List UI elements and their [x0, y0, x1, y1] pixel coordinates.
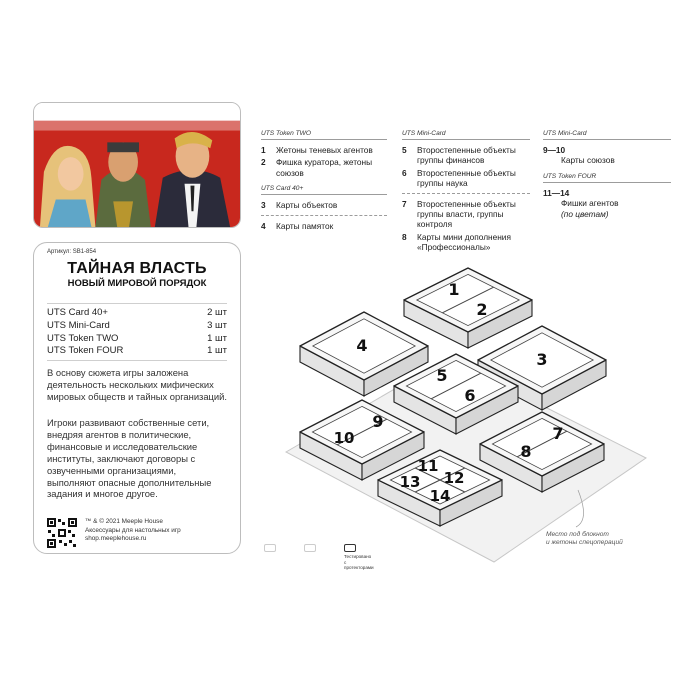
list-item: [402, 145, 530, 166]
list-item: [543, 145, 671, 166]
list-item: [261, 221, 387, 231]
contents-qty: 1 шт: [207, 345, 227, 357]
contents-name: UTS Token TWO: [47, 332, 119, 344]
sku-label: Артикул: SB1-854: [47, 249, 97, 255]
footer: [47, 518, 181, 548]
product-info-card: [33, 242, 241, 554]
protector-icon: [344, 544, 356, 552]
column-header: UTS Token FOUR: [543, 173, 671, 183]
contents-name: UTS Mini-Card: [47, 319, 110, 331]
item-text: Карты союзов: [561, 155, 615, 166]
list-item: [402, 168, 530, 189]
compartment-label: 11: [417, 457, 439, 475]
item-number: 7: [402, 198, 407, 209]
compartment-label: 2: [476, 300, 488, 319]
list-item: [261, 200, 387, 210]
compartment-label: 6: [464, 386, 476, 405]
contents-qty: 1 шт: [207, 332, 227, 344]
legend: [264, 544, 374, 571]
list-item: [402, 232, 530, 253]
compartment-label: 7: [552, 424, 564, 443]
item-text: [543, 198, 671, 219]
contents-divider: [47, 360, 227, 361]
organizer-diagram: [280, 262, 680, 572]
item-number: 8: [402, 231, 407, 242]
copyright: ™ & © 2021 Meeple House: [85, 518, 163, 525]
compartment-label: 13: [399, 473, 421, 491]
legend-label: Тестировано с протекторами: [344, 554, 374, 570]
qr-code-icon: [47, 518, 77, 548]
compartment-label: 4: [356, 336, 368, 355]
column-header: UTS Token TWO: [261, 130, 387, 140]
list-item: [402, 199, 530, 230]
item-number: 9—10: [543, 145, 566, 155]
contents-name: UTS Token FOUR: [47, 345, 124, 357]
note-line-1: Место под блокнот: [546, 531, 609, 538]
item-number: 4: [261, 220, 266, 231]
item-text: Второстепенные объекты группы финансов: [417, 145, 516, 166]
compartment-label: 14: [429, 487, 451, 505]
item-text: Карты мини дополнения «Профессионалы»: [417, 231, 511, 253]
item-text: Карты объектов: [276, 200, 338, 211]
contents-row: [47, 345, 227, 358]
footer-text: [85, 518, 181, 544]
website-link[interactable]: shop.meeplehouse.ru: [85, 535, 147, 543]
item-number: 11—14: [543, 187, 570, 198]
box-icon: [304, 544, 316, 552]
compartment-label: 8: [520, 442, 532, 461]
column-header: UTS Mini-Card: [543, 130, 671, 140]
dashed-divider: [402, 193, 530, 194]
legend-column-3: [543, 130, 671, 221]
column-header: UTS Mini-Card: [402, 130, 530, 140]
contents-qty: 3 шт: [207, 319, 227, 331]
contents-qty: 2 шт: [207, 307, 227, 318]
legend-column-2: [402, 130, 530, 255]
description-paragraph-2: Игроки развивают собственные сети, внедряя агентов в политические, финансовые и исследовательские институты, заключают договоры с озвученными организациями, выполняют опасные дополнительные задания и многое другое.: [47, 417, 212, 500]
compartment-label: 1: [448, 280, 460, 299]
item-number: 1: [261, 145, 266, 155]
item-text: Второстепенные объекты группы наука: [417, 167, 516, 189]
cover-art-illustration: [34, 103, 240, 227]
item-number: 5: [402, 145, 407, 155]
legend-item: [264, 544, 294, 554]
legend-column-1: [261, 130, 387, 233]
compartment-label: 12: [443, 469, 465, 487]
organizer-diagram-svg: [280, 262, 680, 572]
sleeve-icon: [264, 544, 276, 552]
compartment-label: 10: [333, 429, 355, 447]
product-subtitle: НОВЫЙ МИРОВОЙ ПОРЯДОК: [67, 278, 207, 289]
item-text: Второстепенные объекты группы власти, группы контроля: [417, 198, 516, 230]
product-title: ТАЙНАЯ ВЛАСТЬ: [67, 260, 207, 277]
legend-item: [304, 544, 334, 554]
list-item: [261, 145, 387, 155]
tagline: Аксессуары для настольных игр: [85, 526, 181, 534]
legend-item: [344, 544, 374, 571]
item-text-main: Фишки агентов: [561, 198, 619, 209]
contents-list: [47, 303, 227, 358]
contents-row: [47, 320, 227, 333]
compartment-label: 5: [436, 366, 448, 385]
contents-row: [47, 307, 227, 320]
note-line-2: и жетоны спецопераций: [546, 539, 623, 547]
list-item: [261, 157, 387, 178]
column-header: UTS Card 40+: [261, 185, 387, 195]
item-text: Жетоны теневых агентов: [276, 145, 373, 155]
item-text: Карты памяток: [276, 220, 334, 231]
item-number: 3: [261, 200, 266, 211]
list-item: [543, 188, 671, 219]
diagram-note: [546, 531, 623, 548]
item-number: 2: [261, 157, 266, 168]
item-text-sub: (по цветам): [561, 208, 609, 219]
contents-row: [47, 333, 227, 346]
item-number: 6: [402, 167, 407, 178]
description-paragraph-1: В основу сюжета игры заложена деятельность нескольких мифических мировых обществ и тайных организаций.: [47, 367, 228, 402]
cover-art: [33, 102, 241, 228]
organizer-box: [404, 268, 532, 348]
contents-name: UTS Card 40+: [47, 307, 108, 318]
dashed-divider: [261, 215, 387, 216]
compartment-label: 9: [372, 412, 384, 431]
item-text: Фишка куратора, жетоны союзов: [276, 157, 373, 178]
compartment-label: 3: [536, 350, 548, 369]
